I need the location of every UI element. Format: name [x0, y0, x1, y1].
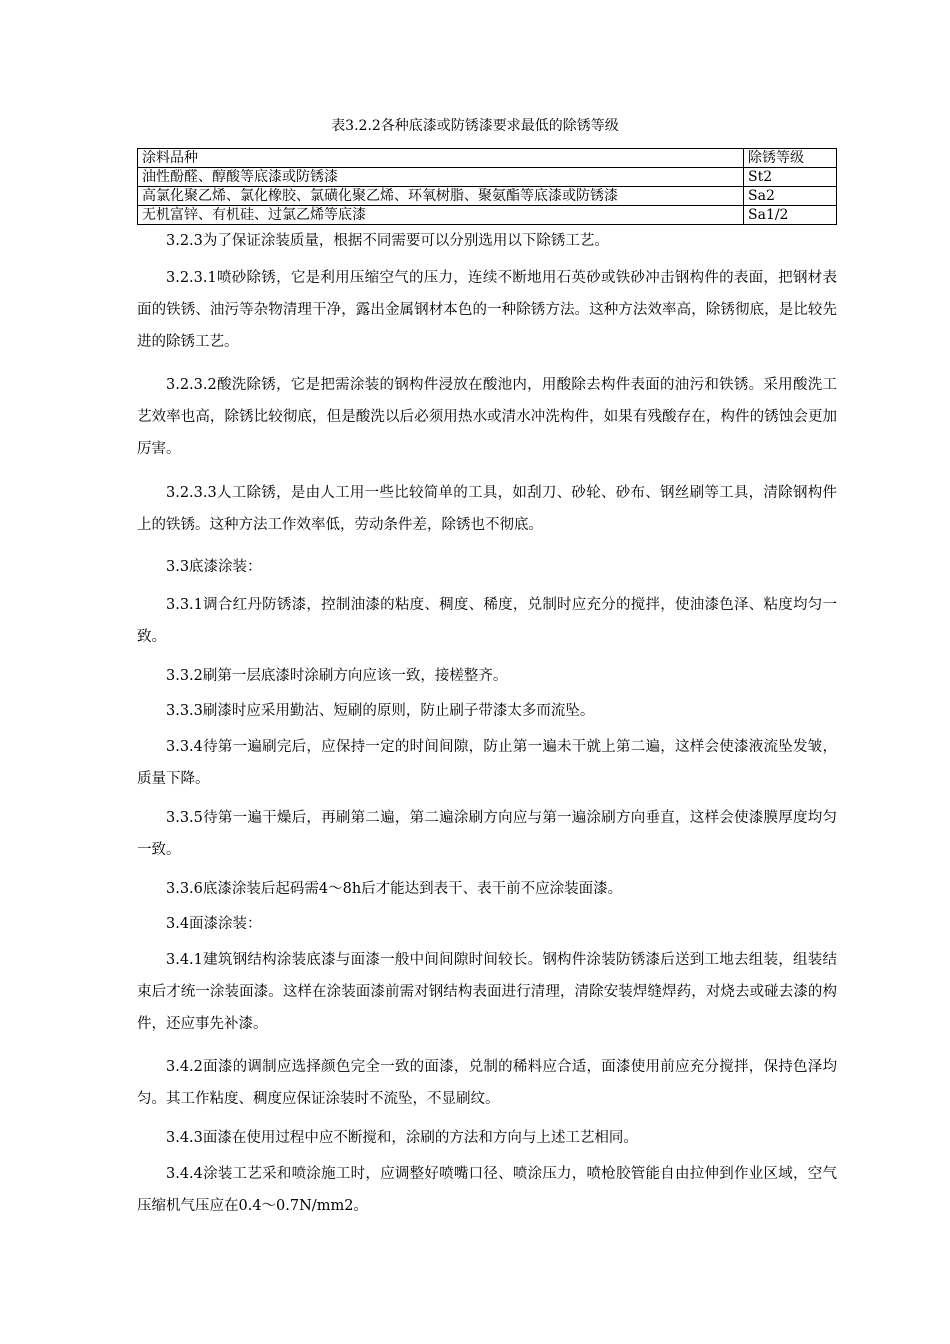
rust-grade-table	[137, 148, 837, 225]
paragraph-3-4-1: 3.4.1建筑钢结构涂装底漆与面漆一般中间间隙时间较长。钢构件涂装防锈漆后送到工地去组装，组装结束后才统一涂装面漆。这样在涂装面漆前需对钢结构表面进行清理，清除安装焊缝焊药，对烧去或碰去漆的构件，还应事先补漆。	[137, 952, 837, 1032]
table-row	[138, 206, 837, 225]
paragraph-3-2-3-1: 3.2.3.1喷砂除锈，它是利用压缩空气的压力，连续不断地用石英砂或铁砂冲击钢构件的表面，把钢材表面的铁锈、油污等杂物清理干净，露出金属钢材本色的一种除锈方法。这种方法效率高，除锈彻底，是比较先进的除锈工艺。	[137, 270, 837, 350]
section-heading-3-4: 3.4面漆涂装：	[166, 916, 262, 932]
coating-type-cell: 高氯化聚乙烯、氯化橡胶、氯磺化聚乙烯、环氧树脂、聚氨酯等底漆或防锈漆	[138, 187, 744, 206]
paragraph-3-3-2: 3.3.2刷第一层底漆时涂刷方向应该一致，接槎整齐。	[166, 668, 508, 684]
paragraph-3-3-5: 3.3.5待第一遍干燥后，再刷第二遍，第二遍涂刷方向应与第一遍涂刷方向垂直，这样会使漆膜厚度均匀一致。	[137, 810, 837, 858]
coating-type-cell: 无机富锌、有机硅、过氯乙烯等底漆	[138, 206, 744, 225]
rust-grade-cell: Sa2	[744, 187, 837, 206]
header-rust-grade: 除锈等级	[744, 149, 837, 168]
paragraph-3-2-3: 3.2.3为了保证涂装质量，根据不同需要可以分别选用以下除锈工艺。	[166, 233, 609, 249]
paragraph-3-2-3-2: 3.2.3.2酸洗除锈，它是把需涂装的钢构件浸放在酸池内，用酸除去构件表面的油污和铁锈。采用酸洗工艺效率也高，除锈比较彻底，但是酸洗以后必须用热水或清水冲洗构件，如果有残酸存在，构件的锈蚀会更加厉害。	[137, 377, 837, 457]
paragraph-3-4-2: 3.4.2面漆的调制应选择颜色完全一致的面漆，兑制的稀料应合适，面漆使用前应充分搅拌，保持色泽均匀。其工作粘度、稠度应保证涂装时不流坠，不显刷纹。	[137, 1059, 837, 1107]
paragraph-3-3-4: 3.3.4待第一遍刷完后，应保持一定的时间间隙，防止第一遍未干就上第二遍，这样会使漆液流坠发皱，质量下降。	[137, 739, 837, 787]
coating-type-cell: 油性酚醛、醇酸等底漆或防锈漆	[138, 168, 744, 187]
table-row	[138, 187, 837, 206]
paragraph-3-4-4: 3.4.4涂装工艺采和喷涂施工时，应调整好喷嘴口径、喷涂压力，喷枪胶管能自由拉伸到作业区域，空气压缩机气压应在0.4～0.7N/mm2。	[137, 1166, 837, 1214]
table-caption: 表3.2.2各种底漆或防锈漆要求最低的除锈等级	[331, 118, 619, 134]
rust-grade-cell: St2	[744, 168, 837, 187]
table-row	[138, 168, 837, 187]
paragraph-3-3-3: 3.3.3刷漆时应采用勤沾、短刷的原则，防止刷子带漆太多而流坠。	[166, 703, 595, 719]
header-coating-type: 涂料品种	[138, 149, 744, 168]
rust-grade-cell: Sa1/2	[744, 206, 837, 225]
paragraph-3-2-3-3: 3.2.3.3人工除锈，是由人工用一些比较简单的工具，如刮刀、砂轮、砂布、钢丝刷等工具，清除钢构件上的铁锈。这种方法工作效率低，劳动条件差，除锈也不彻底。	[137, 485, 837, 533]
table-header-row	[138, 149, 837, 168]
paragraph-3-3-1: 3.3.1调合红丹防锈漆，控制油漆的粘度、稠度、稀度，兑制时应充分的搅拌，使油漆色泽、粘度均匀一致。	[137, 597, 837, 645]
paragraph-3-4-3: 3.4.3面漆在使用过程中应不断搅和，涂刷的方法和方向与上述工艺相同。	[166, 1130, 638, 1146]
paragraph-3-3-6: 3.3.6底漆涂装后起码需4～8h后才能达到表干、表干前不应涂装面漆。	[166, 881, 623, 897]
section-heading-3-3: 3.3底漆涂装：	[166, 559, 262, 575]
